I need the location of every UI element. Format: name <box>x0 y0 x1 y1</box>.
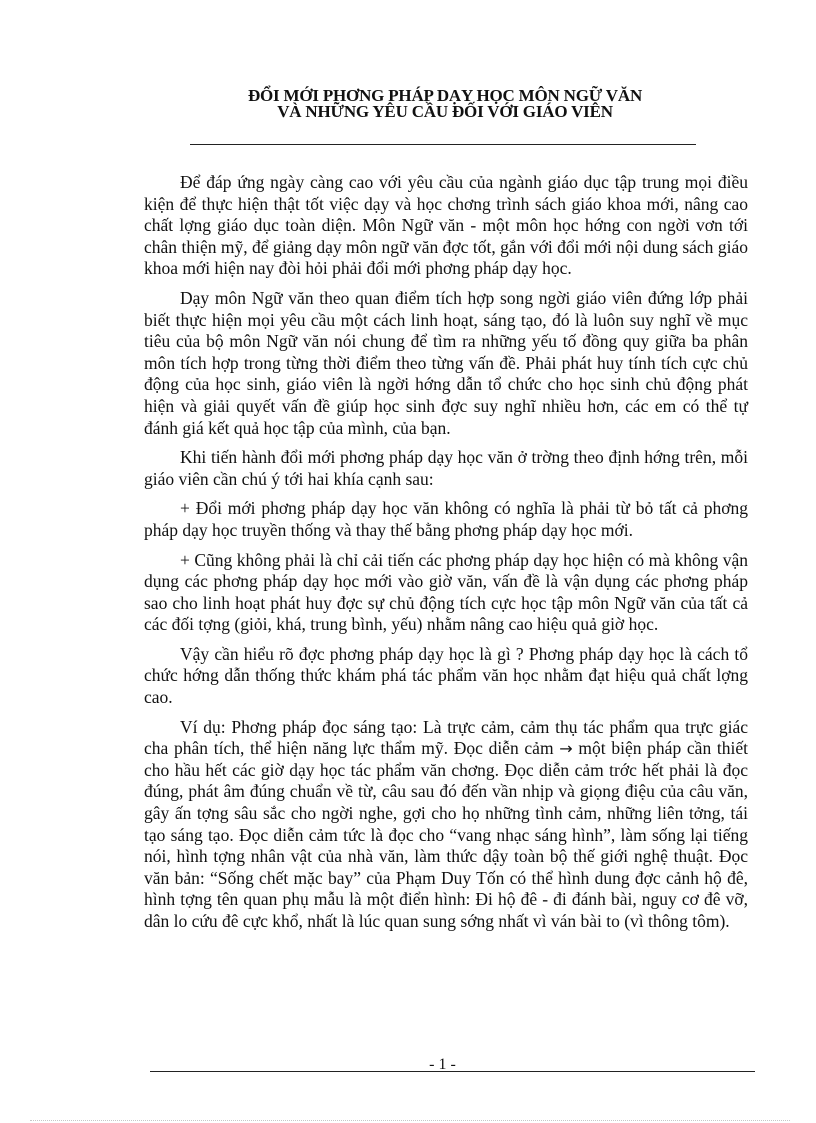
document-title <box>150 88 740 120</box>
paragraph-3: Khi tiến hành đổi mới phơng pháp dạy học văn ở trờng theo định hớng trên, mỗi giáo viên cần chú ý tới hai khía cạnh sau: <box>144 447 748 489</box>
title-underline <box>190 144 696 145</box>
paragraph-1: Để đáp ứng ngày càng cao với yêu cầu của ngành giáo dục tập trung mọi điều kiện để thực hiện thật tốt việc dạy và học chơng trình sách giáo khoa mới, nâng cao chất lợng giáo dục toàn diện. Môn Ngữ văn - một môn học hớng con ngời vơn tới chân thiện mỹ, để giảng dạy môn ngữ văn đợc tốt, gắn với đổi mới nội dung sách giáo khoa mới hiện nay đòi hỏi phải đổi mới phơng pháp dạy học. <box>144 172 748 279</box>
paragraph-2: Dạy môn Ngữ văn theo quan điểm tích hợp song ngời giáo viên đứng lớp phải biết thực hiện mọi yêu cầu một cách linh hoạt, sáng tạo, đó là luôn suy nghĩ về mục tiêu của bộ môn Ngữ văn nói chung để tìm ra những yếu tố đồng quy giữa ba phân môn tích hợp trong từng thời điểm theo từng vấn đề. Phải phát huy tính tích cực chủ động của học sinh, giáo viên là ngời hớng dẫn tổ chức cho học sinh chủ động phát hiện và giải quyết vấn đề giúp học sinh đợc suy nghĩ nhiều hơn, các em có thể tự đánh giá kết quả học tập của mình, của bạn. <box>144 287 748 438</box>
example-text-part-1: Ví dụ: Phơng pháp đọc sáng tạo: Là trực cảm, cảm thụ tác phẩm qua trực giác cha phân tích, thể hiện năng lực thẩm mỹ. Đọc diễn cảm <box>144 716 748 759</box>
example-text-part-2: một biện pháp cần thiết cho hầu hết các giờ dạy học tác phẩm văn chơng. Đọc diễn cảm trớc hết phải là đọc đúng, phát âm đúng chuẩn về từ, câu sau đó đến vần nhịp và giọng điệu của câu văn, gây ấn tợng sâu sắc cho ngời nghe, gợi cho họ những tình cảm, những liên tởng, tái tạo sáng tạo. Đọc diễn cảm tức là đọc cho “vang nhạc sáng hình”, làm sống lại tiếng nói, hình tợng nhân vật của nhà văn, làm thức dậy toàn bộ thế giới nghệ thuật. Đọc văn bản: “Sống chết mặc bay” của Phạm Duy Tốn có thể hình dung đợc cảnh hộ đê, hình tợng tên quan phụ mẫu là một điển hình: Đi hộ đê - đi đánh bài, nguy cơ đê vỡ, dân lo cứu đê cực khổ, nhất là lúc quan sung sớng nhất vì ván bài to (vì thông tôm). <box>144 738 749 931</box>
document-body <box>144 172 748 941</box>
title-line-1: ĐỔI MỚI PHƠNG PHÁP DẠY HỌC MÔN NGỮ VĂN <box>247 86 643 105</box>
arrow-right-icon: → <box>559 739 573 759</box>
paragraph-4: + Đổi mới phơng pháp dạy học văn không có nghĩa là phải từ bỏ tất cả phơng pháp dạy học truyền thống và thay thế bằng phơng pháp dạy học mới. <box>144 498 748 540</box>
page-number: - 1 - <box>429 1056 456 1073</box>
paragraph-5: + Cũng không phải là chỉ cải tiến các phơng pháp dạy học hiện có mà không vận dụng các phơng pháp dạy học mới vào giờ văn, vấn đề là vận dụng các phơng pháp sao cho linh hoạt phát huy đợc sự chủ động tích cực học tập môn Ngữ văn của tất cả các đối tợng (giỏi, khá, trung bình, yếu) nhằm nâng cao hiệu quả giờ học. <box>144 549 748 635</box>
paragraph-7-example <box>144 717 748 933</box>
title-line-2: VÀ NHỮNG YÊU CẦU ĐỐI VỚI GIÁO VIÊN <box>277 102 613 121</box>
paragraph-6: Vậy cần hiểu rõ đợc phơng pháp dạy học là gì ? Phơng pháp dạy học là cách tổ chức hớng dẫn thống thức khám phá tác phẩm văn học nhằm đạt hiệu quả chất lợng cao. <box>144 643 748 708</box>
footer-rule <box>150 1071 755 1072</box>
page-bottom-dotted-border <box>30 1120 790 1121</box>
